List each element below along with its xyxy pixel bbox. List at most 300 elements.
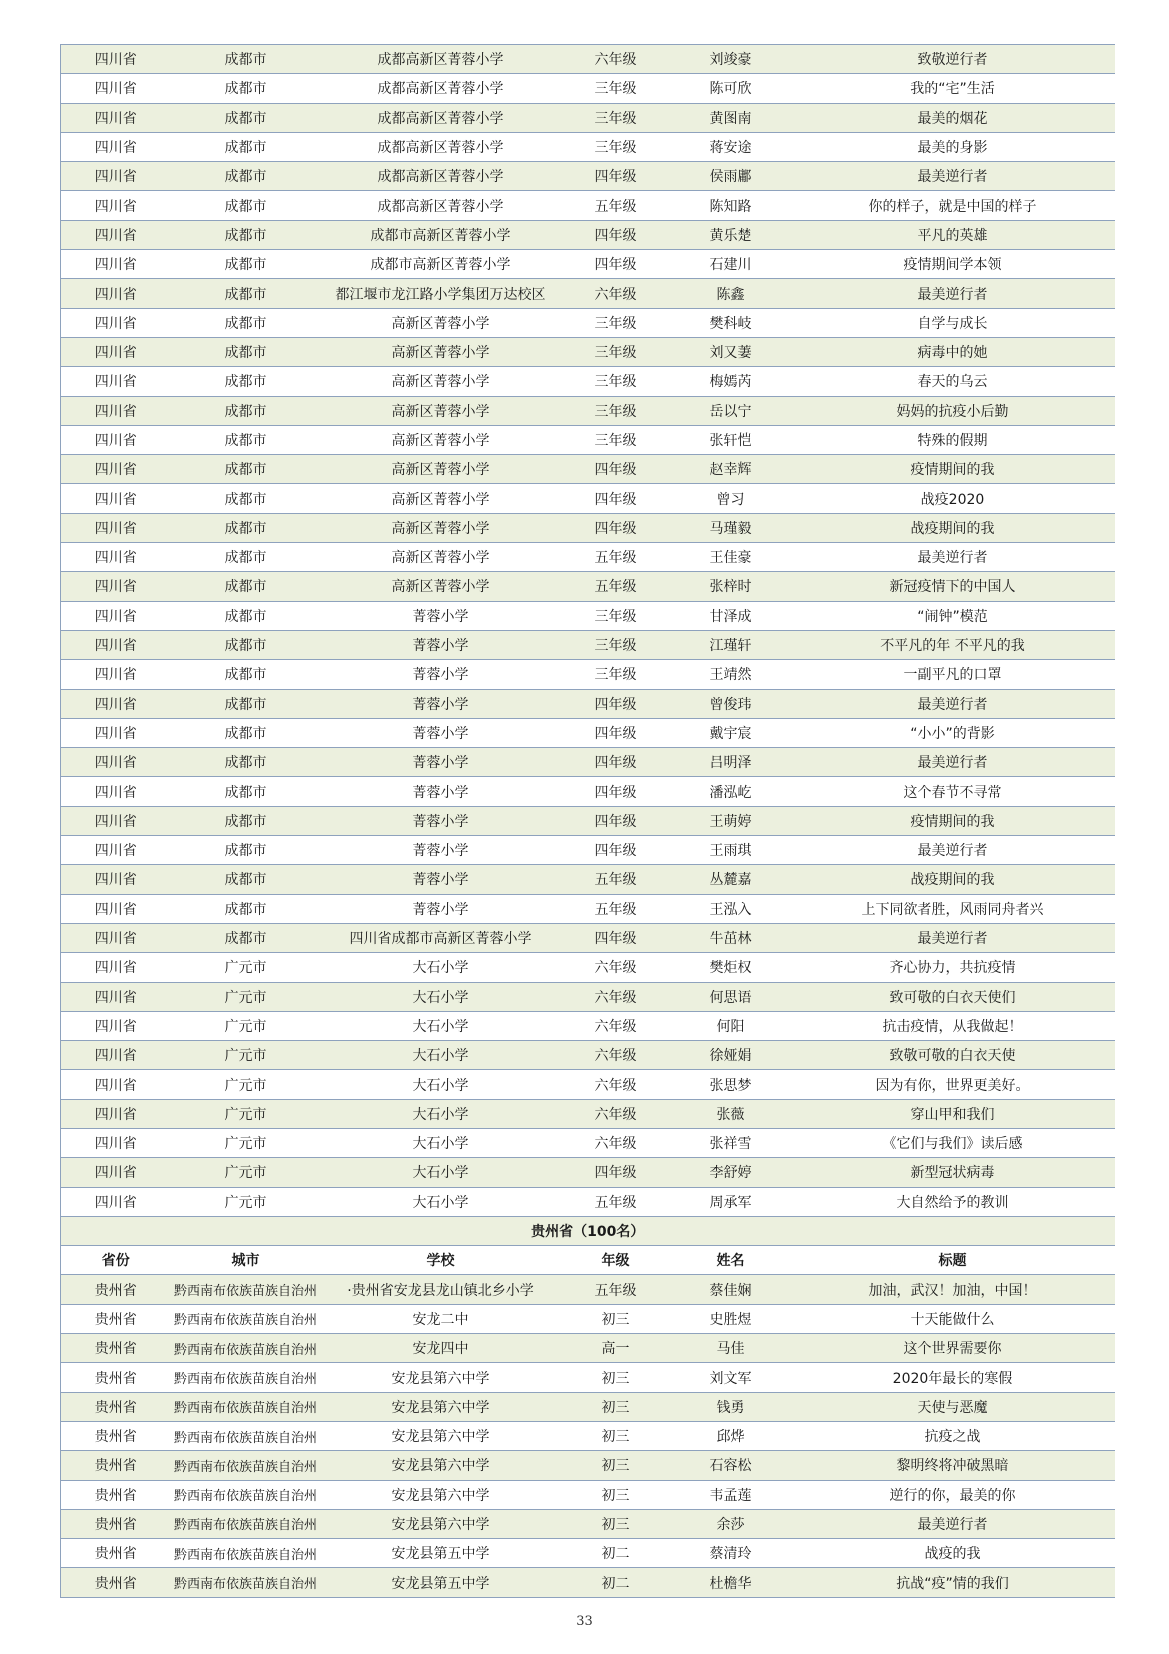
table-row <box>61 484 1115 513</box>
cell-city: 黔西南布依族苗族自治州 <box>171 1334 321 1363</box>
cell-grade: 五年级 <box>561 572 671 601</box>
table-row <box>61 1568 1115 1597</box>
cell-name: 岳以宁 <box>671 396 791 425</box>
cell-province: 四川省 <box>61 953 171 982</box>
cell-name: 李舒婷 <box>671 1158 791 1187</box>
table-row <box>61 748 1115 777</box>
table-row <box>61 1392 1115 1421</box>
cell-province: 四川省 <box>61 630 171 659</box>
cell-province: 四川省 <box>61 689 171 718</box>
cell-grade: 初三 <box>561 1304 671 1333</box>
table-row <box>61 777 1115 806</box>
table-row <box>61 1187 1115 1216</box>
table-row <box>61 1099 1115 1128</box>
cell-province: 四川省 <box>61 660 171 689</box>
cell-province: 贵州省 <box>61 1392 171 1421</box>
cell-city: 广元市 <box>171 982 321 1011</box>
cell-province: 四川省 <box>61 865 171 894</box>
cell-city: 成都市 <box>171 191 321 220</box>
cell-grade: 三年级 <box>561 308 671 337</box>
cell-name: 戴宇宸 <box>671 718 791 747</box>
cell-city: 成都市 <box>171 601 321 630</box>
cell-name: 甘泽成 <box>671 601 791 630</box>
cell-title: 这个世界需要你 <box>791 1334 1115 1363</box>
table-row <box>61 1539 1115 1568</box>
cell-title: 穿山甲和我们 <box>791 1099 1115 1128</box>
cell-province: 四川省 <box>61 455 171 484</box>
cell-title: “闹钟”模范 <box>791 601 1115 630</box>
cell-grade: 六年级 <box>561 1070 671 1099</box>
cell-name: 刘文军 <box>671 1363 791 1392</box>
cell-school: 大石小学 <box>321 953 561 982</box>
cell-province: 贵州省 <box>61 1509 171 1538</box>
cell-title: 致敬逆行者 <box>791 45 1115 74</box>
cell-school: 菁蓉小学 <box>321 806 561 835</box>
cell-province: 四川省 <box>61 484 171 513</box>
cell-grade: 五年级 <box>561 191 671 220</box>
cell-province: 四川省 <box>61 132 171 161</box>
cell-title: 病毒中的她 <box>791 337 1115 366</box>
cell-title: 新冠疫情下的中国人 <box>791 572 1115 601</box>
cell-city: 黔西南布依族苗族自治州 <box>171 1421 321 1450</box>
cell-title: 2020年最长的寒假 <box>791 1363 1115 1392</box>
cell-title: 最美逆行者 <box>791 748 1115 777</box>
cell-title: 特殊的假期 <box>791 425 1115 454</box>
cell-city: 成都市 <box>171 308 321 337</box>
cell-name: 蔡清玲 <box>671 1539 791 1568</box>
cell-grade: 六年级 <box>561 45 671 74</box>
cell-province: 四川省 <box>61 308 171 337</box>
cell-school: 安龙二中 <box>321 1304 561 1333</box>
cell-province: 四川省 <box>61 1099 171 1128</box>
cell-title: 一副平凡的口罩 <box>791 660 1115 689</box>
cell-grade: 三年级 <box>561 103 671 132</box>
table-row <box>61 865 1115 894</box>
cell-grade: 三年级 <box>561 601 671 630</box>
cell-city: 黔西南布依族苗族自治州 <box>171 1363 321 1392</box>
table-row <box>61 132 1115 161</box>
cell-name: 潘泓屹 <box>671 777 791 806</box>
cell-grade: 四年级 <box>561 748 671 777</box>
cell-grade: 初三 <box>561 1421 671 1450</box>
cell-grade: 初三 <box>561 1509 671 1538</box>
table-row <box>61 1480 1115 1509</box>
cell-province: 四川省 <box>61 601 171 630</box>
cell-city: 黔西南布依族苗族自治州 <box>171 1539 321 1568</box>
table-row <box>61 1363 1115 1392</box>
cell-city: 广元市 <box>171 1011 321 1040</box>
cell-title: 致敬可敬的白衣天使 <box>791 1041 1115 1070</box>
table-row <box>61 1041 1115 1070</box>
header-name: 姓名 <box>671 1246 791 1275</box>
table-row <box>61 1158 1115 1187</box>
cell-city: 成都市 <box>171 367 321 396</box>
cell-school: 菁蓉小学 <box>321 660 561 689</box>
cell-school: 菁蓉小学 <box>321 777 561 806</box>
cell-grade: 初三 <box>561 1363 671 1392</box>
cell-school: 菁蓉小学 <box>321 601 561 630</box>
section-title: 贵州省（100名） <box>61 1216 1115 1245</box>
cell-grade: 初二 <box>561 1539 671 1568</box>
cell-school: 菁蓉小学 <box>321 894 561 923</box>
cell-school: 四川省成都市高新区菁蓉小学 <box>321 923 561 952</box>
table-row <box>61 1304 1115 1333</box>
cell-city: 成都市 <box>171 279 321 308</box>
cell-school: 大石小学 <box>321 1158 561 1187</box>
cell-city: 成都市 <box>171 132 321 161</box>
cell-school: 成都高新区菁蓉小学 <box>321 45 561 74</box>
cell-province: 四川省 <box>61 250 171 279</box>
cell-city: 黔西南布依族苗族自治州 <box>171 1304 321 1333</box>
cell-province: 贵州省 <box>61 1480 171 1509</box>
cell-title: 战疫期间的我 <box>791 513 1115 542</box>
cell-title: 妈妈的抗疫小后勤 <box>791 396 1115 425</box>
cell-school: 安龙县第六中学 <box>321 1480 561 1509</box>
cell-title: “小小”的背影 <box>791 718 1115 747</box>
header-province: 省份 <box>61 1246 171 1275</box>
table-row <box>61 279 1115 308</box>
cell-city: 成都市 <box>171 220 321 249</box>
cell-title: 不平凡的年 不平凡的我 <box>791 630 1115 659</box>
cell-city: 成都市 <box>171 484 321 513</box>
cell-city: 成都市 <box>171 777 321 806</box>
cell-grade: 四年级 <box>561 162 671 191</box>
cell-title: 这个春节不寻常 <box>791 777 1115 806</box>
cell-city: 成都市 <box>171 103 321 132</box>
cell-title: 最美逆行者 <box>791 923 1115 952</box>
table-row <box>61 543 1115 572</box>
cell-city: 成都市 <box>171 836 321 865</box>
cell-name: 何思语 <box>671 982 791 1011</box>
table-row <box>61 513 1115 542</box>
header-title: 标题 <box>791 1246 1115 1275</box>
cell-province: 四川省 <box>61 513 171 542</box>
cell-school: 高新区菁蓉小学 <box>321 543 561 572</box>
cell-province: 四川省 <box>61 191 171 220</box>
cell-name: 王雨琪 <box>671 836 791 865</box>
cell-province: 四川省 <box>61 1187 171 1216</box>
table-row <box>61 572 1115 601</box>
cell-grade: 六年级 <box>561 953 671 982</box>
cell-grade: 三年级 <box>561 396 671 425</box>
cell-school: 大石小学 <box>321 1128 561 1157</box>
table-row <box>61 1509 1115 1538</box>
cell-name: 石建川 <box>671 250 791 279</box>
header-grade: 年级 <box>561 1246 671 1275</box>
cell-province: 四川省 <box>61 748 171 777</box>
cell-city: 广元市 <box>171 1099 321 1128</box>
cell-name: 张梓时 <box>671 572 791 601</box>
cell-city: 成都市 <box>171 572 321 601</box>
cell-province: 四川省 <box>61 162 171 191</box>
table-row <box>61 894 1115 923</box>
cell-city: 广元市 <box>171 1187 321 1216</box>
cell-school: 大石小学 <box>321 1041 561 1070</box>
table-row <box>61 191 1115 220</box>
cell-city: 成都市 <box>171 337 321 366</box>
cell-city: 成都市 <box>171 74 321 103</box>
cell-grade: 初三 <box>561 1451 671 1480</box>
table-row <box>61 601 1115 630</box>
cell-title: 最美的身影 <box>791 132 1115 161</box>
cell-title: 黎明终将冲破黑暗 <box>791 1451 1115 1480</box>
table-row <box>61 425 1115 454</box>
cell-city: 成都市 <box>171 689 321 718</box>
cell-province: 四川省 <box>61 1158 171 1187</box>
table-row <box>61 1275 1115 1304</box>
cell-title: 自学与成长 <box>791 308 1115 337</box>
cell-name: 江瑾轩 <box>671 630 791 659</box>
cell-grade: 四年级 <box>561 718 671 747</box>
cell-city: 成都市 <box>171 660 321 689</box>
cell-name: 杜檐华 <box>671 1568 791 1597</box>
cell-school: 成都高新区菁蓉小学 <box>321 132 561 161</box>
cell-title: 最美的烟花 <box>791 103 1115 132</box>
cell-name: 吕明泽 <box>671 748 791 777</box>
cell-school: 菁蓉小学 <box>321 718 561 747</box>
cell-province: 四川省 <box>61 1128 171 1157</box>
cell-province: 四川省 <box>61 1011 171 1040</box>
cell-name: 徐娅娟 <box>671 1041 791 1070</box>
cell-school: 菁蓉小学 <box>321 836 561 865</box>
cell-school: 安龙县第六中学 <box>321 1451 561 1480</box>
cell-name: 黄图南 <box>671 103 791 132</box>
cell-title: 疫情期间的我 <box>791 455 1115 484</box>
cell-province: 四川省 <box>61 74 171 103</box>
cell-name: 周承军 <box>671 1187 791 1216</box>
table-row <box>61 689 1115 718</box>
cell-title: 大自然给予的教训 <box>791 1187 1115 1216</box>
table-row <box>61 630 1115 659</box>
cell-title: 天使与恶魔 <box>791 1392 1115 1421</box>
cell-grade: 三年级 <box>561 74 671 103</box>
cell-name: 何阳 <box>671 1011 791 1040</box>
table-row <box>61 1070 1115 1099</box>
table-row <box>61 836 1115 865</box>
cell-school: 高新区菁蓉小学 <box>321 572 561 601</box>
cell-province: 四川省 <box>61 1070 171 1099</box>
cell-title: 齐心协力，共抗疫情 <box>791 953 1115 982</box>
cell-title: 最美逆行者 <box>791 279 1115 308</box>
table-row <box>61 1334 1115 1363</box>
cell-name: 史胜煜 <box>671 1304 791 1333</box>
cell-province: 四川省 <box>61 806 171 835</box>
cell-province: 贵州省 <box>61 1334 171 1363</box>
cell-title: 致可敬的白衣天使们 <box>791 982 1115 1011</box>
cell-city: 广元市 <box>171 1070 321 1099</box>
cell-grade: 初二 <box>561 1568 671 1597</box>
cell-title: 最美逆行者 <box>791 1509 1115 1538</box>
cell-name: 张薇 <box>671 1099 791 1128</box>
cell-title: 我的“宅”生活 <box>791 74 1115 103</box>
cell-province: 四川省 <box>61 777 171 806</box>
cell-name: 张思梦 <box>671 1070 791 1099</box>
cell-grade: 四年级 <box>561 513 671 542</box>
table-row <box>61 367 1115 396</box>
cell-city: 成都市 <box>171 396 321 425</box>
cell-school: 高新区菁蓉小学 <box>321 367 561 396</box>
cell-province: 贵州省 <box>61 1568 171 1597</box>
cell-city: 黔西南布依族苗族自治州 <box>171 1451 321 1480</box>
table-row <box>61 250 1115 279</box>
cell-title: 战疫期间的我 <box>791 865 1115 894</box>
cell-school: 成都高新区菁蓉小学 <box>321 191 561 220</box>
cell-school: 高新区菁蓉小学 <box>321 396 561 425</box>
cell-title: 战疫2020 <box>791 484 1115 513</box>
cell-grade: 三年级 <box>561 132 671 161</box>
table-row <box>61 396 1115 425</box>
cell-name: 赵幸辉 <box>671 455 791 484</box>
cell-title: 十天能做什么 <box>791 1304 1115 1333</box>
cell-school: 成都市高新区菁蓉小学 <box>321 250 561 279</box>
cell-school: 成都高新区菁蓉小学 <box>321 74 561 103</box>
cell-title: 因为有你，世界更美好。 <box>791 1070 1115 1099</box>
cell-city: 成都市 <box>171 425 321 454</box>
cell-grade: 三年级 <box>561 367 671 396</box>
table-row <box>61 337 1115 366</box>
cell-province: 四川省 <box>61 279 171 308</box>
cell-city: 成都市 <box>171 806 321 835</box>
cell-province: 四川省 <box>61 923 171 952</box>
cell-name: 陈鑫 <box>671 279 791 308</box>
table-row <box>61 1128 1115 1157</box>
cell-grade: 五年级 <box>561 543 671 572</box>
cell-grade: 三年级 <box>561 630 671 659</box>
table-row <box>61 74 1115 103</box>
cell-title: 最美逆行者 <box>791 689 1115 718</box>
cell-name: 石容松 <box>671 1451 791 1480</box>
cell-city: 成都市 <box>171 894 321 923</box>
cell-name: 王萌婷 <box>671 806 791 835</box>
cell-grade: 五年级 <box>561 865 671 894</box>
cell-title: 最美逆行者 <box>791 162 1115 191</box>
cell-province: 四川省 <box>61 45 171 74</box>
cell-grade: 六年级 <box>561 279 671 308</box>
cell-name: 余莎 <box>671 1509 791 1538</box>
cell-school: 安龙县第五中学 <box>321 1568 561 1597</box>
cell-name: 曾习 <box>671 484 791 513</box>
cell-city: 成都市 <box>171 45 321 74</box>
cell-school: 成都高新区菁蓉小学 <box>321 103 561 132</box>
table-row <box>61 953 1115 982</box>
cell-city: 成都市 <box>171 513 321 542</box>
cell-title: 抗疫之战 <box>791 1421 1115 1450</box>
cell-title: 上下同欲者胜，风雨同舟者兴 <box>791 894 1115 923</box>
cell-grade: 六年级 <box>561 1099 671 1128</box>
cell-grade: 四年级 <box>561 220 671 249</box>
cell-name: 陈可欣 <box>671 74 791 103</box>
cell-school: 都江堰市龙江路小学集团万达校区 <box>321 279 561 308</box>
cell-province: 四川省 <box>61 894 171 923</box>
cell-grade: 六年级 <box>561 1128 671 1157</box>
cell-school: 高新区菁蓉小学 <box>321 513 561 542</box>
cell-city: 黔西南布依族苗族自治州 <box>171 1509 321 1538</box>
cell-title: 抗击疫情，从我做起！ <box>791 1011 1115 1040</box>
table-row <box>61 1421 1115 1450</box>
cell-city: 成都市 <box>171 748 321 777</box>
cell-grade: 五年级 <box>561 1275 671 1304</box>
cell-grade: 六年级 <box>561 1041 671 1070</box>
cell-title: 逆行的你，最美的你 <box>791 1480 1115 1509</box>
cell-city: 黔西南布依族苗族自治州 <box>171 1480 321 1509</box>
cell-province: 四川省 <box>61 396 171 425</box>
cell-school: ·贵州省安龙县龙山镇北乡小学 <box>321 1275 561 1304</box>
cell-name: 邱烨 <box>671 1421 791 1450</box>
cell-province: 四川省 <box>61 572 171 601</box>
cell-grade: 初三 <box>561 1480 671 1509</box>
cell-grade: 四年级 <box>561 484 671 513</box>
cell-name: 张祥雪 <box>671 1128 791 1157</box>
cell-title: 疫情期间学本领 <box>791 250 1115 279</box>
cell-province: 贵州省 <box>61 1539 171 1568</box>
cell-city: 广元市 <box>171 1128 321 1157</box>
cell-school: 菁蓉小学 <box>321 689 561 718</box>
cell-grade: 六年级 <box>561 1011 671 1040</box>
table-row <box>61 162 1115 191</box>
cell-grade: 三年级 <box>561 425 671 454</box>
cell-city: 成都市 <box>171 923 321 952</box>
cell-title: 最美逆行者 <box>791 836 1115 865</box>
cell-province: 四川省 <box>61 367 171 396</box>
cell-school: 安龙县第五中学 <box>321 1539 561 1568</box>
cell-school: 高新区菁蓉小学 <box>321 308 561 337</box>
cell-province: 四川省 <box>61 425 171 454</box>
table-row <box>61 718 1115 747</box>
cell-title: 加油，武汉！加油，中国！ <box>791 1275 1115 1304</box>
cell-name: 王靖然 <box>671 660 791 689</box>
guizhou-rows <box>61 1275 1115 1597</box>
cell-city: 广元市 <box>171 1041 321 1070</box>
table-row <box>61 308 1115 337</box>
cell-name: 刘竣豪 <box>671 45 791 74</box>
cell-name: 马瑾毅 <box>671 513 791 542</box>
cell-grade: 六年级 <box>561 982 671 1011</box>
table-row <box>61 982 1115 1011</box>
cell-city: 黔西南布依族苗族自治州 <box>171 1392 321 1421</box>
cell-grade: 三年级 <box>561 660 671 689</box>
cell-name: 王佳豪 <box>671 543 791 572</box>
cell-school: 大石小学 <box>321 1011 561 1040</box>
cell-city: 广元市 <box>171 953 321 982</box>
cell-school: 高新区菁蓉小学 <box>321 425 561 454</box>
cell-province: 贵州省 <box>61 1304 171 1333</box>
cell-grade: 四年级 <box>561 1158 671 1187</box>
cell-school: 大石小学 <box>321 1099 561 1128</box>
header-school: 学校 <box>321 1246 561 1275</box>
cell-province: 四川省 <box>61 220 171 249</box>
cell-title: 最美逆行者 <box>791 543 1115 572</box>
cell-province: 贵州省 <box>61 1421 171 1450</box>
cell-grade: 四年级 <box>561 836 671 865</box>
cell-city: 黔西南布依族苗族自治州 <box>171 1568 321 1597</box>
cell-province: 四川省 <box>61 982 171 1011</box>
cell-city: 广元市 <box>171 1158 321 1187</box>
cell-school: 安龙县第六中学 <box>321 1421 561 1450</box>
cell-grade: 四年级 <box>561 923 671 952</box>
cell-grade: 五年级 <box>561 1187 671 1216</box>
table-row <box>61 455 1115 484</box>
cell-city: 成都市 <box>171 865 321 894</box>
cell-name: 梅嫣芮 <box>671 367 791 396</box>
cell-name: 钱勇 <box>671 1392 791 1421</box>
cell-school: 安龙县第六中学 <box>321 1363 561 1392</box>
column-header-row <box>61 1246 1115 1275</box>
cell-name: 陈知路 <box>671 191 791 220</box>
cell-name: 曾俊玮 <box>671 689 791 718</box>
cell-name: 樊炬权 <box>671 953 791 982</box>
cell-city: 成都市 <box>171 630 321 659</box>
cell-province: 四川省 <box>61 1041 171 1070</box>
